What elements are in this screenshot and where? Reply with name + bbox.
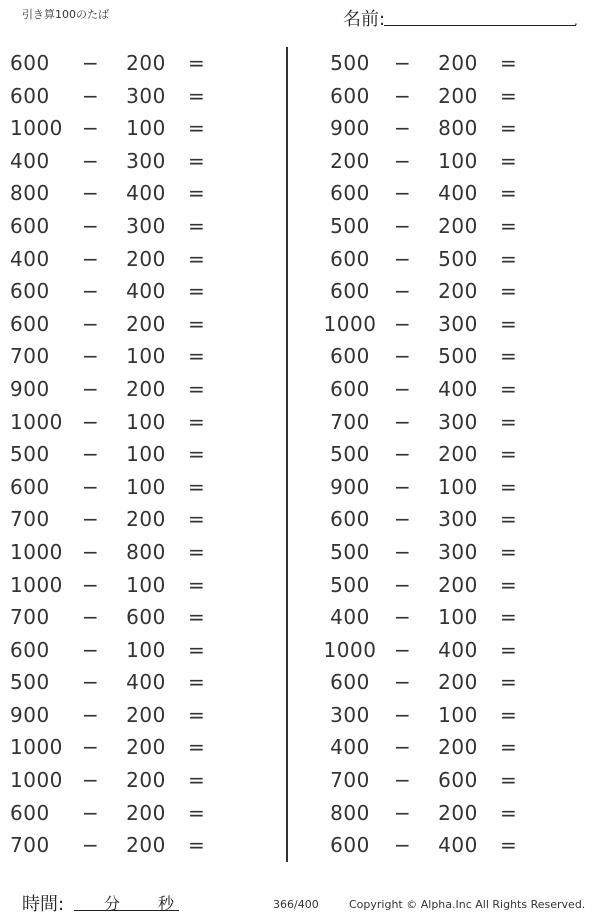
minus-sign: − — [82, 735, 100, 760]
minuend: 600 — [330, 344, 370, 369]
minuend: 900 — [330, 474, 370, 499]
minus-sign: − — [394, 51, 412, 75]
equals-sign: = — [188, 442, 206, 467]
minus-sign: − — [394, 213, 412, 238]
problem-row — [312, 309, 552, 342]
problem-row — [0, 830, 240, 863]
equals-sign: = — [500, 507, 518, 532]
equals-sign: = — [500, 51, 518, 75]
subtrahend: 800 — [126, 539, 166, 564]
equals-sign: = — [500, 605, 518, 630]
minus-sign: − — [394, 279, 412, 304]
equals-sign: = — [188, 637, 206, 662]
equals-sign: = — [500, 670, 518, 695]
minus-sign: − — [82, 116, 100, 141]
minus-sign: − — [394, 670, 412, 695]
subtrahend: 800 — [438, 116, 478, 141]
minus-sign: − — [82, 409, 100, 434]
minus-sign: − — [82, 213, 100, 238]
subtrahend: 200 — [126, 702, 166, 727]
minuend: 1000 — [10, 116, 63, 141]
subtrahend: 300 — [126, 148, 166, 173]
minus-sign: − — [82, 507, 100, 532]
minuend: 600 — [330, 246, 370, 271]
problem-row — [312, 341, 552, 374]
subtrahend: 200 — [438, 572, 478, 597]
problem-row — [312, 504, 552, 537]
minus-sign: − — [394, 702, 412, 727]
subtrahend: 100 — [126, 409, 166, 434]
problem-row — [312, 732, 552, 765]
problem-row — [312, 700, 552, 733]
minus-sign: − — [82, 311, 100, 336]
minus-sign: − — [82, 637, 100, 662]
minus-sign: − — [82, 246, 100, 271]
subtrahend: 100 — [126, 344, 166, 369]
equals-sign: = — [500, 409, 518, 434]
subtrahend: 200 — [126, 246, 166, 271]
problem-row — [312, 407, 552, 440]
minuend: 500 — [10, 442, 50, 467]
minuend: 200 — [330, 148, 370, 173]
minuend: 600 — [330, 507, 370, 532]
minus-sign: − — [82, 181, 100, 206]
minus-sign: − — [394, 116, 412, 141]
minuend: 600 — [10, 637, 50, 662]
minuend: 1000 — [323, 311, 377, 336]
problem-row — [312, 472, 552, 505]
problem-row — [0, 113, 240, 146]
name-label: 名前: — [343, 9, 386, 30]
minus-sign: − — [394, 148, 412, 173]
problem-row — [312, 667, 552, 700]
minus-sign: − — [82, 442, 100, 467]
equals-sign: = — [188, 279, 206, 304]
subtrahend: 100 — [126, 116, 166, 141]
minuend: 900 — [10, 702, 50, 727]
equals-sign: = — [500, 344, 518, 369]
problem-row — [0, 407, 240, 440]
problem-row — [312, 830, 552, 863]
minuend: 600 — [10, 51, 50, 75]
minus-sign: − — [394, 376, 412, 401]
minuend: 1000 — [10, 768, 63, 793]
minuend: 700 — [10, 833, 50, 858]
equals-sign: = — [188, 539, 206, 564]
equals-sign: = — [500, 702, 518, 727]
minus-sign: − — [394, 246, 412, 271]
minuend: 800 — [10, 181, 50, 206]
equals-sign: = — [500, 637, 518, 662]
minus-sign: − — [394, 833, 412, 858]
minuend: 600 — [10, 474, 50, 499]
minuend: 700 — [10, 507, 50, 532]
minuend: 900 — [10, 376, 50, 401]
subtrahend: 300 — [126, 213, 166, 238]
subtrahend: 200 — [438, 735, 478, 760]
subtrahend: 100 — [438, 605, 478, 630]
subtrahend: 300 — [438, 311, 478, 336]
minuend: 400 — [330, 735, 370, 760]
minuend: 700 — [10, 605, 50, 630]
subtrahend: 200 — [438, 83, 478, 108]
subtrahend: 100 — [126, 442, 166, 467]
equals-sign: = — [188, 670, 206, 695]
problem-row — [0, 309, 240, 342]
equals-sign: = — [500, 311, 518, 336]
subtrahend: 100 — [438, 148, 478, 173]
equals-sign: = — [188, 311, 206, 336]
subtrahend: 600 — [126, 605, 166, 630]
subtrahend: 200 — [438, 213, 478, 238]
page-number: 366/400 — [273, 898, 319, 911]
problem-row — [0, 472, 240, 505]
minutes-label: 分 — [104, 894, 121, 913]
minuend: 1000 — [10, 735, 63, 760]
equals-sign: = — [500, 279, 518, 304]
equals-sign: = — [188, 833, 206, 858]
problem-row — [0, 765, 240, 798]
problem-row — [312, 439, 552, 472]
problem-row — [0, 732, 240, 765]
minus-sign: − — [82, 605, 100, 630]
subtrahend: 100 — [126, 474, 166, 499]
subtrahend: 500 — [438, 246, 478, 271]
problem-row — [0, 570, 240, 603]
minuend: 1000 — [323, 637, 377, 662]
problem-row — [312, 276, 552, 309]
minus-sign: − — [394, 83, 412, 108]
minus-sign: − — [394, 409, 412, 434]
problem-row — [0, 635, 240, 668]
problem-row — [312, 602, 552, 635]
problem-row — [0, 178, 240, 211]
subtrahend: 200 — [126, 735, 166, 760]
subtrahend: 400 — [438, 376, 478, 401]
minus-sign: − — [82, 768, 100, 793]
minus-sign: − — [394, 637, 412, 662]
problem-row — [0, 439, 240, 472]
equals-sign: = — [188, 181, 206, 206]
problem-row — [0, 341, 240, 374]
problem-row — [0, 211, 240, 244]
minus-sign: − — [82, 474, 100, 499]
minuend: 600 — [330, 83, 370, 108]
minuend: 500 — [330, 572, 370, 597]
subtrahend: 100 — [438, 474, 478, 499]
subtrahend: 200 — [126, 833, 166, 858]
problem-row — [0, 700, 240, 733]
equals-sign: = — [500, 800, 518, 825]
subtrahend: 600 — [438, 768, 478, 793]
problem-row — [0, 374, 240, 407]
minuend: 300 — [330, 702, 370, 727]
minuend: 1000 — [10, 572, 63, 597]
problem-row — [0, 244, 240, 277]
time-label: 時間: — [22, 894, 65, 915]
subtrahend: 200 — [438, 670, 478, 695]
minuend: 700 — [330, 409, 370, 434]
equals-sign: = — [500, 442, 518, 467]
minuend: 500 — [330, 213, 370, 238]
minus-sign: − — [394, 768, 412, 793]
problem-row — [312, 146, 552, 179]
subtrahend: 400 — [126, 279, 166, 304]
minus-sign: − — [82, 539, 100, 564]
minus-sign: − — [394, 474, 412, 499]
minuend: 600 — [330, 181, 370, 206]
problem-row — [0, 504, 240, 537]
minuend: 400 — [10, 148, 50, 173]
minus-sign: − — [394, 800, 412, 825]
minuend: 800 — [330, 800, 370, 825]
subtrahend: 200 — [438, 800, 478, 825]
minuend: 500 — [10, 670, 50, 695]
minuend: 600 — [330, 279, 370, 304]
minus-sign: − — [394, 735, 412, 760]
problem-row — [0, 602, 240, 635]
problem-row — [0, 276, 240, 309]
equals-sign: = — [500, 376, 518, 401]
minus-sign: − — [82, 800, 100, 825]
minuend: 600 — [10, 213, 50, 238]
minuend: 600 — [10, 83, 50, 108]
minus-sign: − — [394, 311, 412, 336]
minuend: 700 — [330, 768, 370, 793]
minus-sign: − — [394, 539, 412, 564]
minus-sign: − — [394, 344, 412, 369]
problem-row — [0, 48, 240, 81]
minus-sign: − — [82, 572, 100, 597]
minus-sign: − — [394, 181, 412, 206]
minus-sign: − — [82, 83, 100, 108]
minus-sign: − — [394, 605, 412, 630]
equals-sign: = — [188, 376, 206, 401]
problem-row — [312, 81, 552, 114]
equals-sign: = — [500, 246, 518, 271]
subtrahend: 100 — [438, 702, 478, 727]
problem-row — [312, 635, 552, 668]
minus-sign: − — [394, 507, 412, 532]
subtrahend: 200 — [438, 442, 478, 467]
subtrahend: 400 — [126, 670, 166, 695]
problem-row — [0, 146, 240, 179]
equals-sign: = — [188, 735, 206, 760]
equals-sign: = — [188, 213, 206, 238]
minuend: 400 — [330, 605, 370, 630]
subtrahend: 400 — [438, 637, 478, 662]
subtrahend: 200 — [126, 376, 166, 401]
problem-row — [312, 113, 552, 146]
problem-row — [0, 798, 240, 831]
right-problem-column — [312, 48, 552, 863]
subtrahend: 200 — [438, 51, 478, 75]
equals-sign: = — [188, 51, 206, 75]
equals-sign: = — [188, 507, 206, 532]
minus-sign: − — [82, 670, 100, 695]
problem-row — [0, 537, 240, 570]
equals-sign: = — [188, 572, 206, 597]
subtrahend: 200 — [438, 279, 478, 304]
minuend: 600 — [330, 670, 370, 695]
equals-sign: = — [188, 148, 206, 173]
equals-sign: = — [188, 768, 206, 793]
subtrahend: 500 — [438, 344, 478, 369]
equals-sign: = — [500, 116, 518, 141]
minuend: 900 — [330, 116, 370, 141]
name-end-dot: . — [574, 14, 578, 28]
subtrahend: 400 — [438, 181, 478, 206]
problem-row — [312, 765, 552, 798]
minuend: 600 — [330, 376, 370, 401]
subtrahend: 200 — [126, 311, 166, 336]
equals-sign: = — [500, 735, 518, 760]
equals-sign: = — [500, 833, 518, 858]
left-problem-column — [0, 48, 240, 863]
worksheet-title: 引き算100のたば — [22, 8, 109, 21]
minuend: 500 — [330, 51, 370, 75]
minuend: 600 — [10, 800, 50, 825]
equals-sign: = — [500, 148, 518, 173]
column-divider — [286, 47, 288, 862]
subtrahend: 200 — [126, 51, 166, 75]
minus-sign: − — [82, 376, 100, 401]
problem-row — [312, 537, 552, 570]
equals-sign: = — [500, 539, 518, 564]
subtrahend: 100 — [126, 637, 166, 662]
equals-sign: = — [188, 344, 206, 369]
minus-sign: − — [82, 702, 100, 727]
subtrahend: 200 — [126, 507, 166, 532]
minuend: 600 — [330, 833, 370, 858]
equals-sign: = — [500, 181, 518, 206]
minus-sign: − — [82, 148, 100, 173]
problem-row — [312, 570, 552, 603]
copyright-notice: Copyright © Alpha.Inc All Rights Reserved. — [349, 898, 586, 911]
minus-sign: − — [394, 572, 412, 597]
minuend: 600 — [10, 311, 50, 336]
minus-sign: − — [394, 442, 412, 467]
minuend: 500 — [330, 442, 370, 467]
minus-sign: − — [82, 344, 100, 369]
problem-row — [312, 48, 552, 81]
subtrahend: 200 — [126, 800, 166, 825]
subtrahend: 200 — [126, 768, 166, 793]
subtrahend: 300 — [438, 539, 478, 564]
name-field — [343, 5, 385, 31]
equals-sign: = — [500, 474, 518, 499]
minuend: 1000 — [10, 409, 63, 434]
subtrahend: 400 — [126, 181, 166, 206]
equals-sign: = — [188, 474, 206, 499]
subtrahend: 100 — [126, 572, 166, 597]
subtrahend: 300 — [438, 409, 478, 434]
equals-sign: = — [500, 768, 518, 793]
minuend: 500 — [330, 539, 370, 564]
equals-sign: = — [188, 702, 206, 727]
seconds-label: 秒 — [158, 894, 175, 913]
minus-sign: − — [82, 51, 100, 75]
equals-sign: = — [188, 605, 206, 630]
problem-row — [312, 178, 552, 211]
equals-sign: = — [188, 246, 206, 271]
equals-sign: = — [188, 83, 206, 108]
minuend: 400 — [10, 246, 50, 271]
minuend: 1000 — [10, 539, 63, 564]
equals-sign: = — [500, 572, 518, 597]
subtrahend: 300 — [126, 83, 166, 108]
subtrahend: 400 — [438, 833, 478, 858]
equals-sign: = — [500, 83, 518, 108]
minus-sign: − — [82, 833, 100, 858]
problem-row — [312, 211, 552, 244]
problem-row — [312, 798, 552, 831]
minuend: 700 — [10, 344, 50, 369]
equals-sign: = — [500, 213, 518, 238]
problem-row — [0, 667, 240, 700]
equals-sign: = — [188, 409, 206, 434]
minus-sign: − — [82, 279, 100, 304]
problem-row — [0, 81, 240, 114]
equals-sign: = — [188, 800, 206, 825]
name-write-line[interactable] — [384, 25, 576, 26]
problem-row — [312, 244, 552, 277]
subtrahend: 300 — [438, 507, 478, 532]
problem-row — [312, 374, 552, 407]
minuend: 600 — [10, 279, 50, 304]
equals-sign: = — [188, 116, 206, 141]
